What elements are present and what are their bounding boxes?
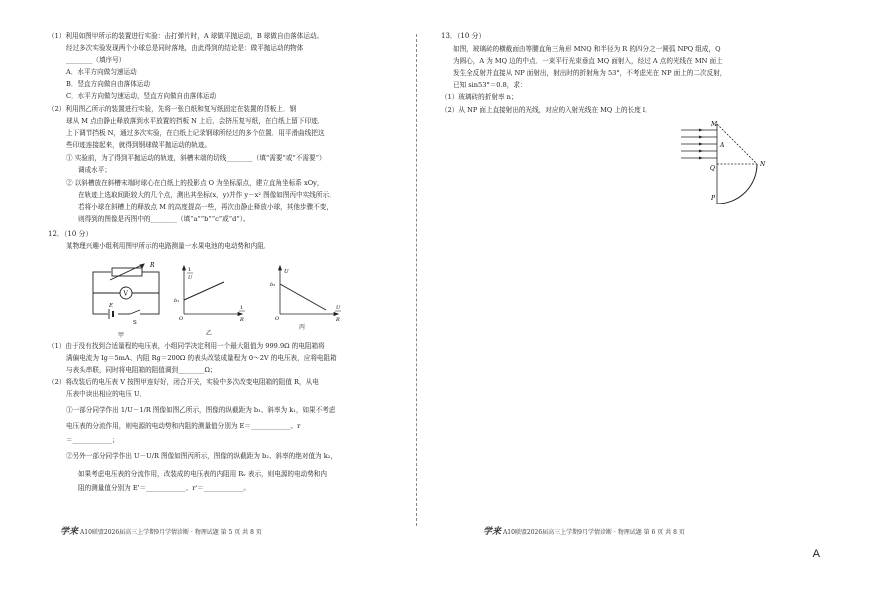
q13-ask2: （2）从 NP 面上直接射出的光线，对应的入射光线在 MQ 上的长度 l． [441, 106, 652, 114]
graph-figure-bing [266, 262, 348, 324]
point-a-label: A [720, 142, 725, 149]
label-e: E [109, 303, 114, 309]
q12-s1-line2: 电压表的分流作用，则电源的电动势和内阻的测量值分别为 E＝____________、r [66, 422, 301, 430]
q13-line2: 为圆心，A 为 MQ 边的中点．一束平行光束垂直 MQ 面射入，经过 A 点的光线在 MN 面上 [453, 57, 723, 65]
brand-logo-right: 学来 [483, 527, 502, 537]
q12-s2-line3: 阻的测量值分别为 E'＝____________、r'＝____________。 [78, 484, 250, 492]
q11-p2-line3: 上下调节挡板 N，通过多次实验，在白纸上记录钢球所经过的多个位置．用平滑曲线把这 [66, 129, 325, 137]
q12-s2-line2: 如果考虑电压表的分流作用，改装成的电压表的内阻用 Rᵥ 表示，则电源的电动势和内 [78, 470, 327, 478]
q11-p1-line3: ________（填序号） [66, 56, 126, 64]
fig-label-jia: 甲 [118, 332, 125, 339]
page-divider [416, 34, 417, 526]
bing-intercept-label: b₂ [270, 282, 276, 288]
q12-s2-line1: ②另外一部分同学作出 U－U/R 图像如图丙所示，图像的纵截距为 b₂、斜率的绝对值为 k₂， [66, 452, 337, 460]
right-page [435, 0, 870, 591]
corner-mark: A [812, 548, 820, 560]
label-s: S [133, 320, 137, 326]
q11-option-b: B．竖直方向做自由落体运动 [66, 80, 150, 88]
q11-sub2-line4: 则得到的图像是丙图中的________（填“a”“b”“c”或“d”）。 [78, 215, 250, 223]
yi-x-axis-num: 1 [240, 305, 244, 311]
q12-p1-line1: （1）由于没有找到合适量程的电压表，小组同学决定利用一个最大阻值为 999.9Ω 的电阻箱将 [48, 342, 325, 350]
brand-logo: 学来 [60, 527, 79, 537]
q11-sub1a: ① 实验前，为了得到平抛运动的轨迹，斜槽末端的切线________（填“需要”或“不需要”） [66, 154, 326, 162]
footer-left-text: A10联盟2026届高三上学期9月学情诊断 · 物理试题 第 5 页 共 8 页 [79, 529, 262, 536]
footer-right [483, 524, 685, 537]
yi-intercept-label: b₁ [174, 298, 180, 304]
glass-brick-figure [677, 120, 777, 204]
q12-p1-line2: 满偏电流为 Iɡ＝5mA、内阻 Rɡ＝200Ω 的表头改装成量程为 0～2V 的电压表，应将电阻箱 [66, 354, 337, 362]
q13-line3: 发生全反射并直接从 NP 面射出，射出时的折射角为 53°，不考虑光在 NP 面上的二次反射， [453, 69, 727, 77]
q11-sub2-line3: 若将小球在斜槽上的释放点 M 的高度提高一些，再次由静止释放小球，其他步骤不变， [78, 203, 333, 211]
q11-p2-line1: （2）利用图乙所示的装置进行实验，先将一张白纸和复写纸固定在装置的背板上．钢 [48, 105, 297, 113]
q13-header: 13．（10 分） [441, 32, 486, 40]
point-n-label: N [760, 161, 766, 168]
q11-p1-line2: 经过多次实验发现两个小球总是同时落地，由此得到的结论是：做平抛运动的物体 [66, 44, 304, 52]
q12-s1-line3: ＝____________； [66, 436, 119, 444]
q12-intro: 某物理兴趣小组利用图甲所示的电路测量一水果电池的电动势和内阻． [66, 242, 271, 250]
circuit-figure-jia [88, 258, 166, 330]
graph-figure-yi [172, 262, 252, 324]
q11-option-a: A．水平方向做匀速运动 [66, 68, 137, 76]
bing-y-axis-label: U [284, 269, 289, 275]
yi-y-axis-label: U [188, 275, 193, 281]
q12-s1-line1: ①一部分同学作出 1/U－1/R 图像如图乙所示，图像的纵截距为 b₁、斜率为 k₁，如果不考虑 [66, 406, 336, 414]
yi-y-axis-num: 1 [188, 267, 192, 273]
point-p-label: P [711, 195, 716, 202]
footer-right-text: A10联盟2026届高三上学期9月学情诊断 · 物理试题 第 6 页 共 8 页 [502, 529, 685, 536]
q13-line1: 如图，玻璃砖的横截面由等腰直角三角形 MNQ 和半径为 R 的四分之一圆弧 NPQ 组成，Q [453, 45, 721, 53]
bing-x-axis-label: R [336, 317, 340, 323]
q11-p2-line4: 些印迹连接起来，就得到钢球做平抛运动的轨迹。 [66, 141, 212, 149]
q11-p2-line2: 球从 M 点由静止释放落到水平放置的挡板 N 上后，会挤压复写纸，在白纸上留下印迹． [66, 117, 325, 125]
fig-label-bing: 丙 [299, 324, 306, 331]
label-r: R [150, 262, 155, 269]
q12-p2-line1: （2）将改装后的电压表 V 按图甲连好好，闭合开关，实验中多次改变电阻箱的阻值 R，从电 [48, 378, 319, 386]
q12-header: 12．（10 分） [48, 230, 93, 238]
q11-sub2-line1: ② 以斜槽放在斜槽末端时球心在白纸上的投影点 O 为坐标原点，建立直角坐标系 xOy， [66, 179, 324, 187]
label-v: V [123, 290, 128, 298]
q12-p2-line2: 压表中读出相应的电压 U． [66, 390, 147, 398]
point-m-label: M [711, 121, 718, 128]
bing-origin: O [275, 316, 280, 322]
yi-origin: O [179, 316, 184, 322]
q11-sub1b: 调成水平； [78, 166, 111, 174]
q13-line4: 已知 sin53°＝0.8，求： [453, 81, 527, 89]
q11-p1-line1: （1）利用如图甲所示的装置进行实验：击打弹片时，A 球做平抛运动，B 球做自由落体运动。 [48, 32, 324, 40]
q13-ask1: （1）玻璃砖的折射率 n； [441, 93, 518, 101]
q12-p1-line3: 与表头串联，同时将电阻箱的阻值调到________Ω； [66, 366, 217, 374]
yi-x-axis-label: R [240, 317, 244, 323]
fig-label-yi: 乙 [206, 330, 213, 337]
point-q-label: Q [710, 165, 715, 172]
footer-left [60, 524, 262, 537]
bing-x-axis-num: U [336, 305, 341, 311]
q11-option-c: C．水平方向做匀速运动，竖直方向做自由落体运动 [66, 92, 217, 100]
q11-sub2-line2: 在轨迹上选取间距较大的几个点，测出其坐标(x，y)并作 y－x² 图像如图丙中实线所示． [78, 191, 336, 199]
